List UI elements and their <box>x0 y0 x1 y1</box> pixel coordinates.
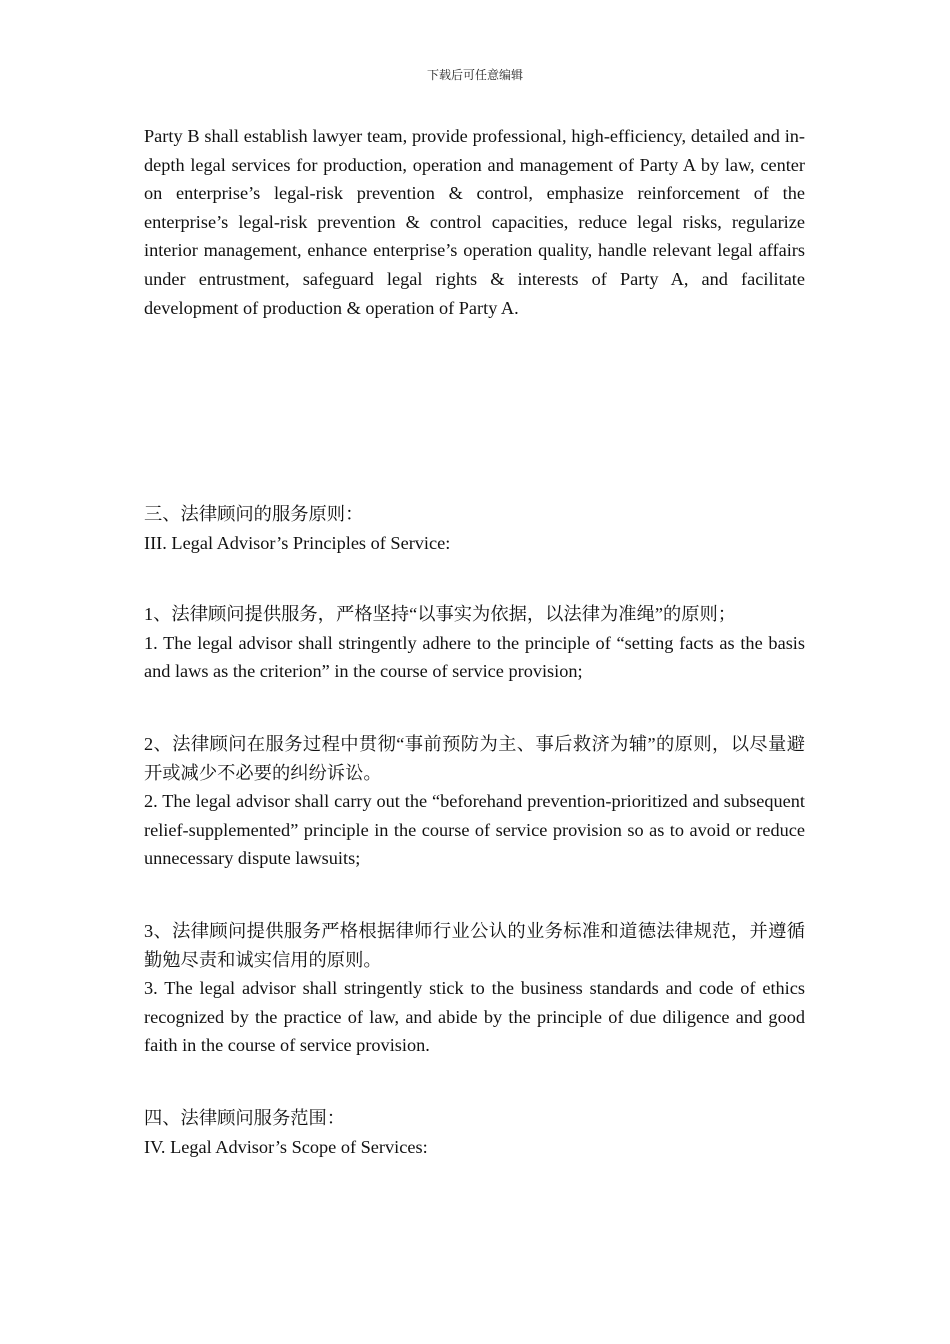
section-4-heading-en: IV. Legal Advisor’s Scope of Services: <box>144 1136 428 1157</box>
principle-item-2 <box>144 730 805 873</box>
section-4-heading-cn: 四、法律顾问服务范围： <box>144 1108 346 1128</box>
page-header: 下载后可任意编辑 <box>426 68 523 82</box>
principle-item-2-en: 2. The legal advisor shall carry out the “beforehand prevention-prioritized and subsequent relief-supplemented” principle in the course of service provision so as to avoid or reduce unnecessary dispute lawsuits; <box>144 791 805 869</box>
principle-item-3-cn: 3、法律顾问提供服务严格根据律师行业公认的业务标准和道德法律规范，并遵循勤勉尽责和诚实信用的原则。 <box>144 921 805 970</box>
section-3-heading-cn: 三、法律顾问的服务原则： <box>144 504 364 524</box>
principle-item-2-cn: 2、法律顾问在服务过程中贯彻“事前预防为主、事后救济为辅”的原则，以尽量避开或减少不必要的纠纷诉讼。 <box>144 734 805 783</box>
section-3-heading-en: III. Legal Advisor’s Principles of Service: <box>144 532 451 553</box>
principle-item-1-en: 1. The legal advisor shall stringently adhere to the principle of “setting facts as the basis and laws as the criterion” in the course of service provision; <box>144 632 805 682</box>
principle-item-1 <box>144 600 805 686</box>
principle-item-1-cn: 1、法律顾问提供服务，严格坚持“以事实为依据，以法律为准绳”的原则； <box>144 604 737 624</box>
principle-item-3 <box>144 917 805 1060</box>
section-3-heading <box>144 500 805 557</box>
intro-paragraph: Party B shall establish lawyer team, provide professional, high-efficiency, detailed and in-depth legal services for production, operation and management of Party A by law, center on enterprise’s legal-risk prevention & control, emphasize reinforcement of the enterprise’s legal-risk prevention & control capacities, reduce legal risks, regularize interior management, enhance enterprise’s operation quality, handle relevant legal affairs under entrustment, safeguard legal rights & interests of Party A, and facilitate development of production & operation of Party A. <box>144 126 805 318</box>
principle-item-3-en: 3. The legal advisor shall stringently stick to the business standards and code of ethics recognized by the practice of law, and abide by the principle of due diligence and good faith in the course of service provision. <box>144 978 805 1056</box>
section-4-heading <box>144 1104 805 1161</box>
